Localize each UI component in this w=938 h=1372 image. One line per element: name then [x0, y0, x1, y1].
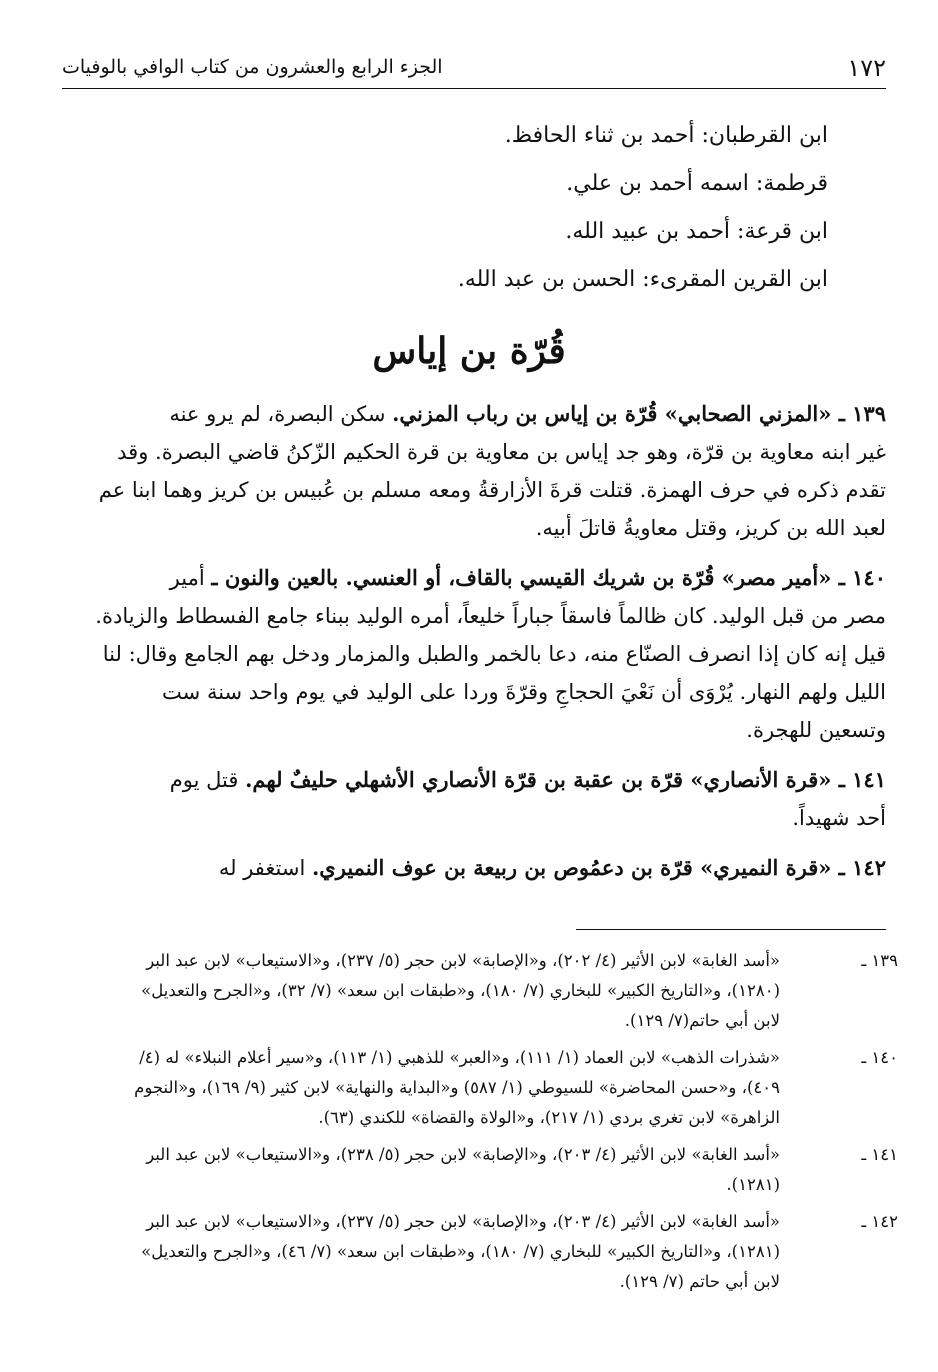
section-title: قُرّة بن إياس	[372, 330, 566, 372]
entry-142	[62, 849, 886, 887]
footnote-line: «أسد الغابة» لابن الأثير (٤/ ٢٠٢)، و«الإصابة» لابن حجر (٥/ ٢٣٧)، و«الاستيعاب» لابن عبد البر	[146, 951, 780, 970]
entry-140	[62, 559, 886, 749]
footnote-number: ١٤٠ ـ	[861, 1048, 898, 1067]
running-title: الجزء الرابع والعشرون من كتاب الوافي بالوفيات	[62, 56, 443, 78]
footnote-line: لابن أبي حاتم (٧/ ١٢٩).	[619, 1272, 780, 1291]
cross-ref-line: ابن القرطبان: أحمد بن ثناء الحافظ.	[504, 123, 828, 148]
cross-references	[128, 112, 828, 304]
footnote-142	[62, 1207, 898, 1297]
footnote-line: «شذرات الذهب» لابن العماد (١/ ١١١)، و«العبر» للذهبي (١/ ١١٣)، و«سير أعلام النبلاء» له (٤/	[139, 1048, 780, 1067]
running-header	[62, 48, 886, 88]
entry-lead: ١٤٠ ـ «أمير مصر» قُرّة بن شريك القيسي بالقاف، أو العنسي. بالعين والنون ـ	[211, 565, 886, 590]
entry-141	[62, 761, 886, 837]
entry-139	[62, 395, 886, 547]
entry-line: تقدم ذكره في حرف الهمزة. قتلت قرةَ الأزارقةُ ومعه مسلم بن عُبيس بن كريز وهما ابنا عم	[98, 478, 886, 502]
footnote-number: ١٣٩ ـ	[861, 951, 898, 970]
header-rule	[62, 88, 886, 89]
entry-line: وتسعين للهجرة.	[746, 718, 886, 742]
entry-text: سكن البصرة، لم يرو عنه	[169, 402, 386, 426]
footnote-line: «أسد الغابة» لابن الأثير (٤/ ٢٠٣)، و«الإصابة» لابن حجر (٥/ ٢٣٨)، و«الاستيعاب» لابن عبد البر	[146, 1145, 780, 1164]
cross-ref-line: ابن قرعة: أحمد بن عبيد الله.	[565, 219, 828, 244]
cross-ref-line: ابن القرين المقرىء: الحسن بن عبد الله.	[457, 267, 828, 292]
biography-entries	[62, 395, 886, 899]
page-number: ١٧٢	[847, 54, 886, 82]
cross-ref-line: قرطمة: اسمه أحمد بن علي.	[566, 171, 828, 196]
entry-lead: ١٤٢ ـ «قرة النميري» قرّة بن دعمُوص بن ربيعة بن عوف النميري.	[312, 855, 886, 880]
footnote-line: (١٢٨١).	[726, 1175, 780, 1194]
footnote-line: «أسد الغابة» لابن الأثير (٤/ ٢٠٣)، و«الإصابة» لابن حجر (٥/ ٢٣٧)، و«الاستيعاب» لابن عبد البر	[146, 1212, 780, 1231]
entry-line: الليل ولهم النهار. يُرْوَى أن نَعْيَ الحجاجِ وقرّةَ وردا على الوليد في يوم واحد سنة ست	[162, 680, 886, 704]
footnote-line: الزاهرة» لابن تغري بردي (١/ ٢١٧)، و«الولاة والقضاة» للكندي (٦٣).	[318, 1108, 780, 1127]
entry-line	[62, 761, 886, 799]
footnote-number: ١٤١ ـ	[861, 1145, 898, 1164]
entry-line	[62, 395, 886, 433]
entry-lead: ١٤١ ـ «قرة الأنصاري» قرّة بن عقبة بن قرّة الأنصاري الأشهلي حليفٌ لهم.	[245, 767, 886, 792]
footnote-141	[62, 1140, 898, 1200]
footnote-line: لابن أبي حاتم(٧/ ١٢٩).	[624, 1011, 780, 1030]
footnotes	[62, 946, 898, 1304]
footnote-rule	[576, 929, 886, 930]
footnote-number: ١٤٢ ـ	[861, 1212, 898, 1231]
entry-line	[62, 849, 886, 887]
entry-line: أحد شهيداً.	[792, 806, 886, 830]
entry-text: أمير	[169, 566, 205, 590]
entry-lead: ١٣٩ ـ «المزني الصحابي» قُرّة بن إياس بن رباب المزني.	[392, 401, 886, 426]
footnote-line: (١٢٨٠)، و«التاريخ الكبير» للبخاري (٧/ ١٨٠)، و«طبقات ابن سعد» (٧/ ٣٢)، و«الجرح والتعديل»	[141, 981, 780, 1000]
entry-text: قتل يوم	[169, 768, 239, 792]
footnote-line: ٤٠٩)، و«حسن المحاضرة» للسيوطي (١/ ٥٨٧) و«البداية والنهاية» لابن كثير (٩/ ١٦٩)، و«النجوم	[134, 1078, 780, 1097]
entry-line: لعبد الله بن كريز، وقتل معاويةُ قاتلَ أبيه.	[535, 516, 886, 540]
entry-line	[62, 559, 886, 597]
footnote-line: (١٢٨١)، و«التاريخ الكبير» للبخاري (٧/ ١٨٠)، و«طبقات ابن سعد» (٧/ ٤٦)، و«الجرح والتعديل»	[141, 1242, 780, 1261]
footnote-140	[62, 1043, 898, 1133]
entry-text: استغفر له	[218, 856, 306, 880]
entry-line: غير ابنه معاوية بن قرّة، وهو جد إياس بن معاوية بن قرة الحكيم الزّكنُ قاضي البصرة. وقد	[117, 440, 886, 464]
entry-line: قيل إنه كان إذا انصرف الصنّاع منه، دعا بالخمر والطبل والمزمار ودخل بهم الجامع وقال: لنا	[102, 642, 886, 666]
footnote-139	[62, 946, 898, 1036]
entry-line: مصر من قبل الوليد. كان ظالماً فاسقاً جباراً خليعاً، أمره الوليد ببناء جامع الفسطاط والزيادة.	[95, 604, 886, 628]
